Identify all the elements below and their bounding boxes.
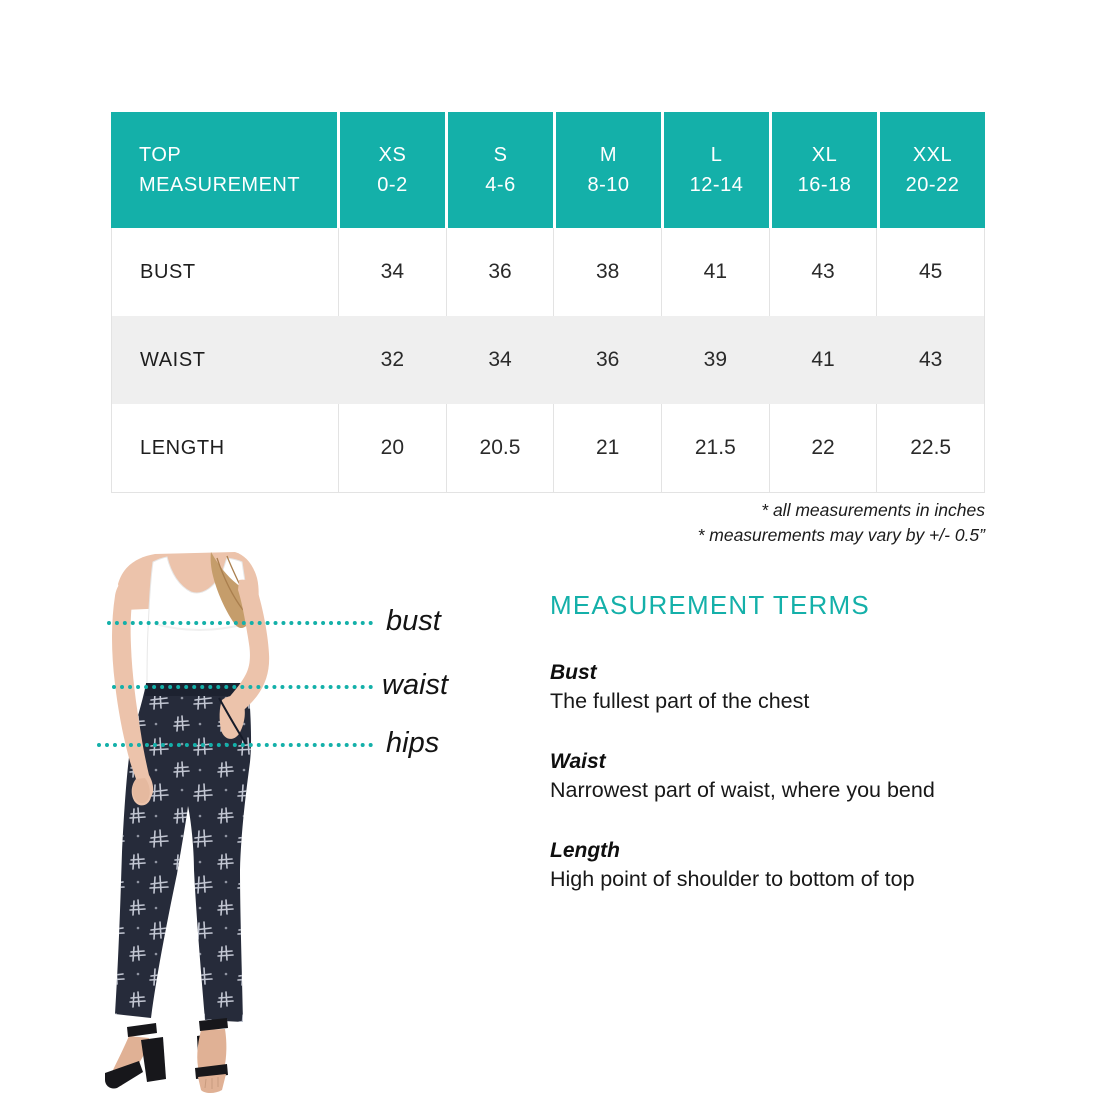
term-length [550, 836, 1030, 894]
size-range: 8-10 [587, 174, 630, 196]
term-bust [550, 658, 1030, 716]
size-name: XXL [912, 144, 953, 166]
value-cell: 21.5 [661, 404, 769, 492]
hips-measure-line [97, 743, 373, 747]
value-cell: 41 [661, 228, 769, 316]
term-definition: High point of shoulder to bottom of top [550, 867, 915, 891]
size-header-cell-s [448, 112, 553, 228]
waist-measure-line [112, 685, 373, 689]
row-label: WAIST [140, 348, 206, 371]
value-cell: 41 [811, 348, 835, 371]
table-row-waist [112, 316, 984, 404]
value-cell: 22 [769, 404, 877, 492]
right-shoe [195, 1018, 228, 1093]
value-cell: 36 [446, 228, 554, 316]
size-table [111, 112, 985, 493]
terms-title: MEASUREMENT TERMS [550, 590, 870, 620]
table-row-bust [112, 228, 984, 316]
row-label: BUST [140, 260, 196, 283]
value-cell: 22.5 [876, 404, 984, 492]
size-range: 4-6 [485, 174, 516, 196]
value-cell: 34 [488, 348, 512, 371]
term-waist [550, 747, 1030, 805]
bust-line-label: bust [386, 605, 441, 637]
bust-measure-line [107, 621, 373, 625]
header-cell-top-measurement [111, 112, 337, 228]
value-cell: 36 [595, 348, 620, 371]
value-cell: 39 [703, 348, 727, 371]
model-photo [103, 552, 315, 1100]
term-name: Waist [550, 750, 606, 773]
size-range: 12-14 [689, 174, 744, 196]
size-name: L [710, 144, 723, 166]
waist-line-label: waist [382, 669, 449, 701]
value-cell: 32 [380, 348, 404, 371]
size-header-cell-xs [340, 112, 445, 228]
footnote-inches: * all measurements in inches [761, 500, 985, 520]
size-header-cell-xxl [880, 112, 985, 228]
size-range: 0-2 [377, 174, 408, 196]
size-name: XL [811, 144, 838, 166]
term-name: Length [550, 839, 620, 862]
value-cell: 45 [876, 228, 984, 316]
value-cell: 20 [338, 404, 446, 492]
size-range: 20-22 [905, 174, 960, 196]
size-name: M [599, 144, 618, 166]
term-definition: Narrowest part of waist, where you bend [550, 778, 935, 802]
table-row-length [112, 404, 984, 492]
size-table-body [111, 228, 985, 493]
table-title-line2: MEASUREMENT [139, 174, 301, 196]
size-header-cell-xl [772, 112, 877, 228]
term-name: Bust [550, 661, 597, 684]
size-range: 16-18 [797, 174, 852, 196]
value-cell: 43 [918, 348, 943, 371]
size-header-cell-m [556, 112, 661, 228]
size-header-cell-l [664, 112, 769, 228]
size-name: S [493, 144, 508, 166]
row-label: LENGTH [140, 436, 225, 459]
value-cell: 21 [553, 404, 661, 492]
size-table-header-row [111, 112, 985, 228]
measurement-terms-section [550, 590, 1030, 925]
value-cell: 20.5 [446, 404, 554, 492]
hips-line-label: hips [386, 727, 440, 759]
term-definition: The fullest part of the chest [550, 689, 810, 713]
value-cell: 34 [338, 228, 446, 316]
size-name: XS [378, 144, 407, 166]
footnotes [465, 498, 985, 548]
table-title-line1: TOP [139, 144, 182, 166]
left-shoe [105, 1023, 166, 1089]
value-cell: 38 [553, 228, 661, 316]
measurement-figure [103, 552, 448, 1100]
value-cell: 43 [769, 228, 877, 316]
footnote-variance: * measurements may vary by +/- 0.5” [697, 525, 985, 545]
